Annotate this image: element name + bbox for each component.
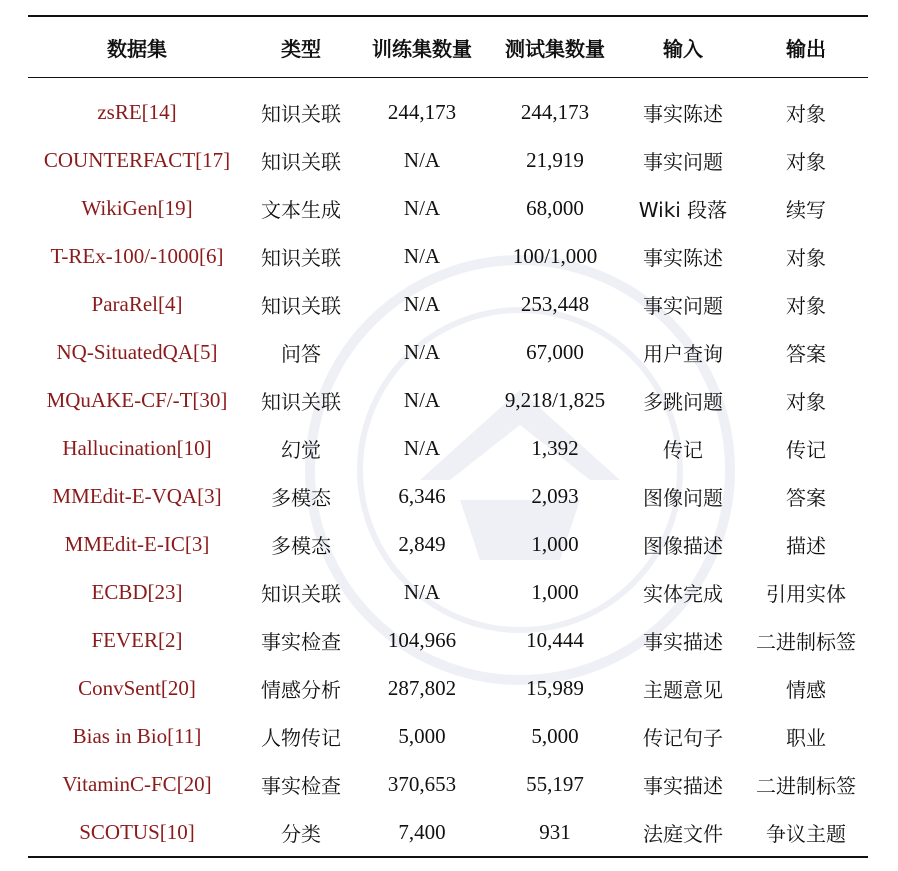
output-cell: 对象 bbox=[786, 149, 826, 174]
input-cell: 主题意见 bbox=[643, 677, 723, 702]
type-cell: 幻觉 bbox=[281, 437, 321, 462]
dataset-link[interactable]: FEVER[2] bbox=[91, 627, 183, 652]
type-cell: 分类 bbox=[281, 821, 321, 846]
header-input: 输入 bbox=[663, 36, 703, 61]
table-row bbox=[28, 328, 868, 376]
output-cell: 对象 bbox=[786, 389, 826, 414]
table-row bbox=[28, 472, 868, 520]
input-cell: 传记 bbox=[663, 437, 703, 462]
table-row bbox=[28, 376, 868, 424]
type-cell: 事实检查 bbox=[261, 773, 341, 798]
header-test-count: 测试集数量 bbox=[505, 36, 605, 61]
train-count-cell: 287,802 bbox=[387, 675, 457, 700]
input-cell: Wiki 段落 bbox=[638, 197, 728, 222]
table-row bbox=[28, 808, 868, 857]
table-row bbox=[28, 760, 868, 808]
dataset-link[interactable]: zsRE[14] bbox=[97, 99, 177, 124]
test-count-cell: 253,448 bbox=[520, 291, 590, 316]
input-cell: 事实陈述 bbox=[643, 101, 723, 126]
train-count-cell: 104,966 bbox=[387, 627, 457, 652]
train-count-cell: 370,653 bbox=[387, 771, 457, 796]
test-count-cell: 15,989 bbox=[526, 675, 584, 700]
type-cell: 问答 bbox=[281, 341, 321, 366]
table-row bbox=[28, 520, 868, 568]
train-count-cell: 2,849 bbox=[398, 531, 446, 556]
output-cell: 对象 bbox=[786, 293, 826, 318]
dataset-link[interactable]: MQuAKE-CF/-T[30] bbox=[46, 387, 228, 412]
train-count-cell: 7,400 bbox=[398, 819, 446, 844]
type-cell: 多模态 bbox=[271, 533, 331, 558]
input-cell: 事实问题 bbox=[643, 293, 723, 318]
train-count-cell: N/A bbox=[403, 339, 441, 364]
dataset-link[interactable]: NQ-SituatedQA[5] bbox=[56, 339, 218, 364]
output-cell: 传记 bbox=[786, 437, 826, 462]
dataset-link[interactable]: ConvSent[20] bbox=[78, 675, 196, 700]
dataset-link[interactable]: MMEdit-E-VQA[3] bbox=[52, 483, 222, 508]
dataset-link[interactable]: MMEdit-E-IC[3] bbox=[64, 531, 210, 556]
header-type: 类型 bbox=[281, 36, 321, 61]
dataset-link[interactable]: VitaminC-FC[20] bbox=[62, 771, 212, 796]
header-output: 输出 bbox=[786, 36, 826, 61]
input-cell: 图像问题 bbox=[643, 485, 723, 510]
table-header-row bbox=[28, 16, 868, 78]
train-count-cell: N/A bbox=[403, 387, 441, 412]
output-cell: 二进制标签 bbox=[756, 773, 856, 798]
train-count-cell: N/A bbox=[403, 291, 441, 316]
type-cell: 知识关联 bbox=[261, 293, 341, 318]
output-cell: 答案 bbox=[786, 485, 826, 510]
input-cell: 事实问题 bbox=[643, 149, 723, 174]
table-row bbox=[28, 280, 868, 328]
type-cell: 人物传记 bbox=[261, 725, 341, 750]
test-count-cell: 931 bbox=[539, 819, 571, 844]
output-cell: 争议主题 bbox=[766, 821, 846, 846]
type-cell: 知识关联 bbox=[261, 581, 341, 606]
table-row bbox=[28, 424, 868, 472]
input-cell: 事实描述 bbox=[643, 773, 723, 798]
input-cell: 法庭文件 bbox=[643, 821, 723, 846]
input-cell: 图像描述 bbox=[643, 533, 723, 558]
train-count-cell: N/A bbox=[403, 147, 441, 172]
dataset-link[interactable]: Hallucination[10] bbox=[62, 435, 212, 460]
table-row bbox=[28, 616, 868, 664]
dataset-table bbox=[28, 15, 868, 858]
output-cell: 对象 bbox=[786, 245, 826, 270]
test-count-cell: 244,173 bbox=[520, 99, 590, 124]
table-row bbox=[28, 712, 868, 760]
type-cell: 事实检查 bbox=[261, 629, 341, 654]
test-count-cell: 21,919 bbox=[526, 147, 584, 172]
dataset-link[interactable]: ParaRel[4] bbox=[91, 291, 183, 316]
test-count-cell: 10,444 bbox=[526, 627, 584, 652]
table-row bbox=[28, 136, 868, 184]
table-row bbox=[28, 78, 868, 137]
input-cell: 事实描述 bbox=[643, 629, 723, 654]
table-row bbox=[28, 568, 868, 616]
input-cell: 实体完成 bbox=[643, 581, 723, 606]
test-count-cell: 2,093 bbox=[531, 483, 579, 508]
output-cell: 答案 bbox=[786, 341, 826, 366]
type-cell: 知识关联 bbox=[261, 389, 341, 414]
input-cell: 传记句子 bbox=[643, 725, 723, 750]
output-cell: 职业 bbox=[786, 725, 826, 750]
dataset-link[interactable]: Bias in Bio[11] bbox=[72, 723, 202, 748]
train-count-cell: N/A bbox=[403, 435, 441, 460]
table-row bbox=[28, 664, 868, 712]
test-count-cell: 9,218/1,825 bbox=[504, 387, 606, 412]
input-cell: 用户查询 bbox=[643, 341, 723, 366]
header-train-count: 训练集数量 bbox=[372, 36, 472, 61]
type-cell: 文本生成 bbox=[261, 197, 341, 222]
test-count-cell: 100/1,000 bbox=[512, 243, 598, 268]
test-count-cell: 1,000 bbox=[531, 531, 579, 556]
table-caption-cropped bbox=[0, 0, 898, 4]
train-count-cell: N/A bbox=[403, 579, 441, 604]
output-cell: 续写 bbox=[786, 197, 826, 222]
train-count-cell: 6,346 bbox=[398, 483, 446, 508]
train-count-cell: 5,000 bbox=[398, 723, 446, 748]
table-row bbox=[28, 184, 868, 232]
header-dataset: 数据集 bbox=[107, 36, 167, 61]
test-count-cell: 55,197 bbox=[526, 771, 584, 796]
dataset-link[interactable]: SCOTUS[10] bbox=[79, 819, 195, 844]
test-count-cell: 68,000 bbox=[526, 195, 584, 220]
type-cell: 情感分析 bbox=[261, 677, 341, 702]
input-cell: 多跳问题 bbox=[643, 389, 723, 414]
dataset-link[interactable]: T-REx-100/-1000[6] bbox=[50, 243, 224, 268]
output-cell: 描述 bbox=[786, 533, 826, 558]
table-row bbox=[28, 232, 868, 280]
train-count-cell: 244,173 bbox=[387, 99, 457, 124]
type-cell: 知识关联 bbox=[261, 101, 341, 126]
test-count-cell: 67,000 bbox=[526, 339, 584, 364]
output-cell: 情感 bbox=[786, 677, 826, 702]
type-cell: 知识关联 bbox=[261, 245, 341, 270]
train-count-cell: N/A bbox=[403, 195, 441, 220]
test-count-cell: 5,000 bbox=[531, 723, 579, 748]
dataset-link[interactable]: COUNTERFACT[17] bbox=[43, 147, 231, 172]
train-count-cell: N/A bbox=[403, 243, 441, 268]
dataset-link[interactable]: ECBD[23] bbox=[91, 579, 183, 604]
dataset-link[interactable]: WikiGen[19] bbox=[81, 195, 193, 220]
test-count-cell: 1,000 bbox=[531, 579, 579, 604]
output-cell: 对象 bbox=[786, 101, 826, 126]
type-cell: 知识关联 bbox=[261, 149, 341, 174]
test-count-cell: 1,392 bbox=[531, 435, 579, 460]
output-cell: 引用实体 bbox=[766, 581, 846, 606]
type-cell: 多模态 bbox=[271, 485, 331, 510]
input-cell: 事实陈述 bbox=[643, 245, 723, 270]
output-cell: 二进制标签 bbox=[756, 629, 856, 654]
